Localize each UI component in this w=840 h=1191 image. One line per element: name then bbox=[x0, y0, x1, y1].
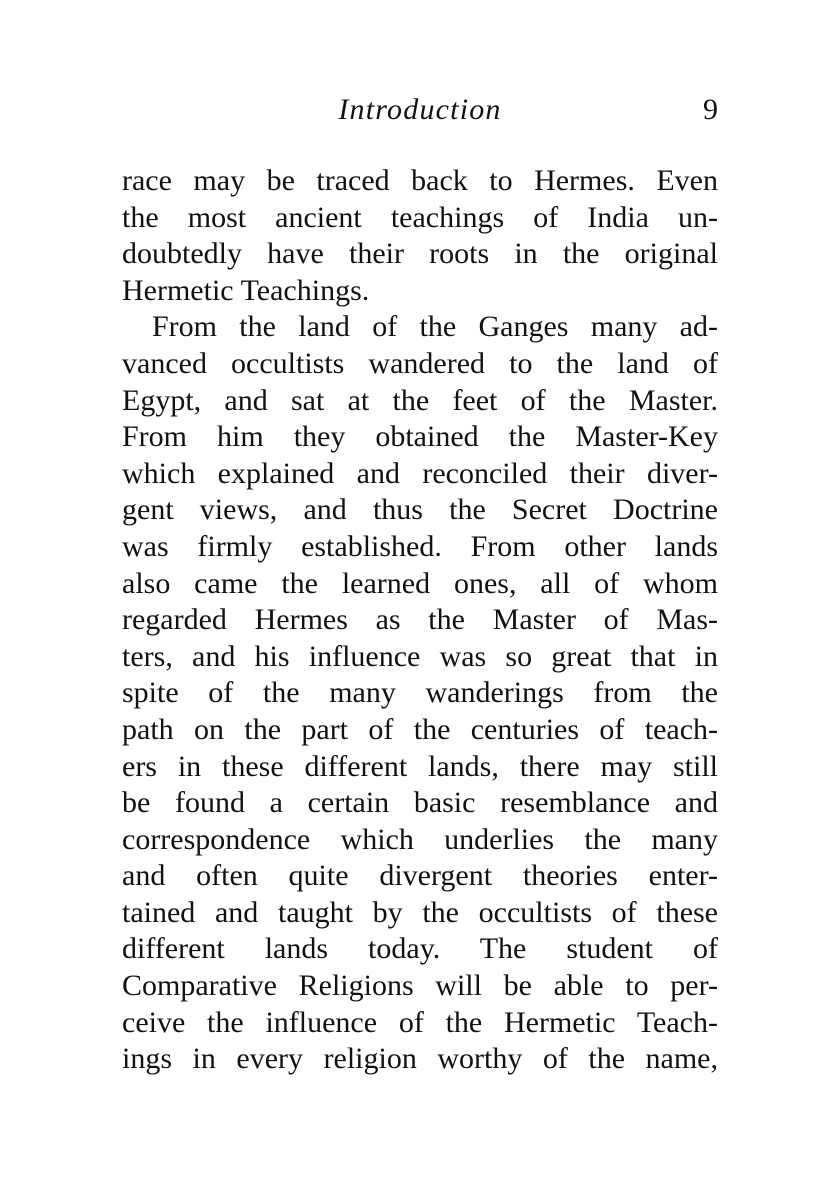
text-line: Comparative Religions will be able to per- bbox=[122, 969, 718, 1003]
text-line: Hermetic Teachings. bbox=[122, 273, 370, 307]
text-line: path on the part of the centuries of teach- bbox=[122, 712, 718, 746]
text-line: be found a certain basic resemblance and bbox=[122, 786, 718, 820]
text-line: gent views, and thus the Secret Doctrine bbox=[122, 493, 718, 527]
text-line: and often quite divergent theories enter- bbox=[122, 859, 718, 893]
text-line: correspondence which underlies the many bbox=[122, 822, 718, 856]
text-line: doubtedly have their roots in the original bbox=[122, 237, 718, 271]
text-line: Egypt, and sat at the feet of the Master. bbox=[122, 383, 718, 417]
text-line: ings in every religion worthy of the name, bbox=[122, 1042, 718, 1076]
text-line: also came the learned ones, all of whom bbox=[122, 566, 718, 600]
text-line: From him they obtained the Master-Key bbox=[122, 420, 718, 454]
text-line: tained and taught by the occultists of these bbox=[122, 895, 718, 929]
text-line: spite of the many wanderings from the bbox=[122, 676, 718, 710]
text-line: ters, and his influence was so great that in bbox=[122, 639, 718, 673]
text-line: ers in these different lands, there may still bbox=[122, 749, 718, 783]
text-line: race may be traced back to Hermes. Even bbox=[122, 164, 718, 197]
running-title: Introduction bbox=[338, 93, 502, 126]
text-line: From the land of the Ganges many ad- bbox=[152, 310, 718, 344]
page-number: 9 bbox=[703, 93, 718, 126]
text-line: different lands today. The student of bbox=[122, 932, 718, 966]
text-line: which explained and reconciled their diver- bbox=[122, 456, 718, 490]
body-text bbox=[122, 163, 718, 1078]
text-line: ceive the influence of the Hermetic Teach- bbox=[122, 1005, 718, 1039]
text-line: the most ancient teachings of India un- bbox=[122, 200, 718, 234]
text-line: vanced occultists wandered to the land of bbox=[122, 346, 718, 380]
text-line: was firmly established. From other lands bbox=[122, 529, 718, 563]
text-line: regarded Hermes as the Master of Mas- bbox=[122, 603, 718, 637]
